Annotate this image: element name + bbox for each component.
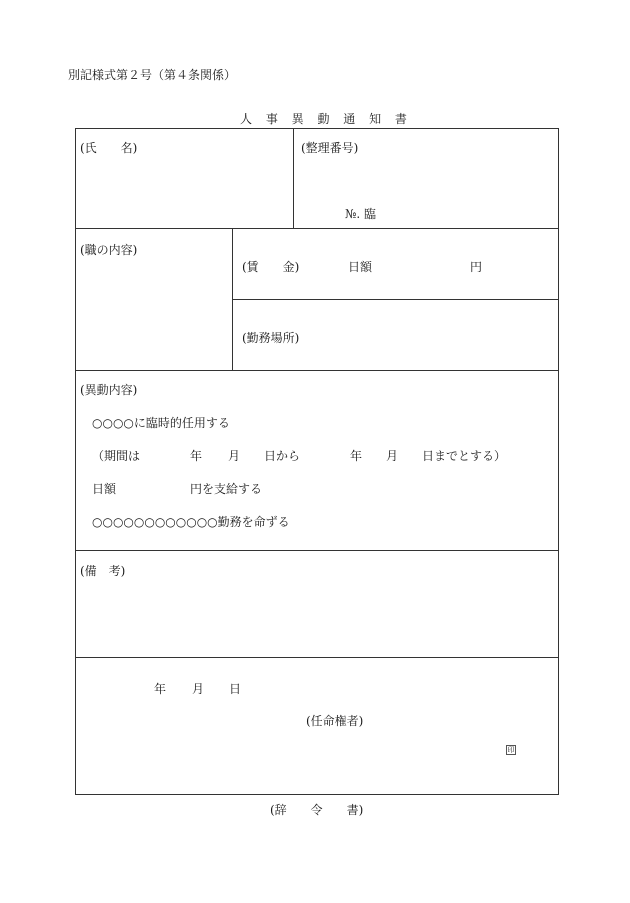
reference-number-label: (整理番号)	[301, 141, 359, 155]
document-title: 人 事 異 動 通 知 書	[240, 112, 412, 126]
period-end-day: 日までとする）	[422, 449, 507, 463]
form-reference: 別記様式第２号（第４条関係）	[68, 68, 237, 82]
job-content-label: (職の内容)	[80, 243, 138, 257]
divider-name-reference	[293, 128, 294, 228]
transfer-label: (異動内容)	[80, 383, 138, 397]
period-open: （期間は	[92, 449, 141, 463]
assignment-line: ○○○○○○○○○○○○勤務を命ずる	[92, 515, 290, 529]
divider-wage-workplace	[232, 299, 559, 300]
signature-day: 日	[229, 682, 242, 696]
yen-label: 円	[470, 260, 483, 274]
wage-label: (賃 金)	[242, 260, 300, 274]
name-label: (氏 名)	[80, 141, 138, 155]
signature-month: 月	[192, 682, 205, 696]
reference-number-prefix: №. 臨	[345, 207, 376, 221]
appointment-line: ○○○○に臨時的任用する	[92, 416, 230, 430]
period-end-month: 月	[386, 449, 399, 463]
period-start-year: 年	[190, 449, 203, 463]
period-start-month: 月	[228, 449, 241, 463]
document-type-label: (辞 令 書)	[270, 803, 364, 817]
workplace-label: (勤務場所)	[242, 331, 300, 345]
daily-amount-label: 日額	[92, 482, 117, 496]
daily-wage-label: 日額	[348, 260, 373, 274]
period-end-year: 年	[350, 449, 363, 463]
divider-remarks-section	[75, 657, 559, 658]
remarks-label: (備 考)	[80, 564, 126, 578]
period-start-day: 日から	[264, 449, 301, 463]
divider-job-wage	[232, 228, 233, 370]
signature-year: 年	[154, 682, 167, 696]
divider-name-section	[75, 228, 559, 229]
pay-text: 円を支給する	[190, 482, 263, 496]
seal-mark: 印	[507, 746, 515, 754]
divider-transfer-section	[75, 550, 559, 551]
appointing-authority-label: (任命権者)	[306, 714, 364, 728]
divider-job-section	[75, 370, 559, 371]
